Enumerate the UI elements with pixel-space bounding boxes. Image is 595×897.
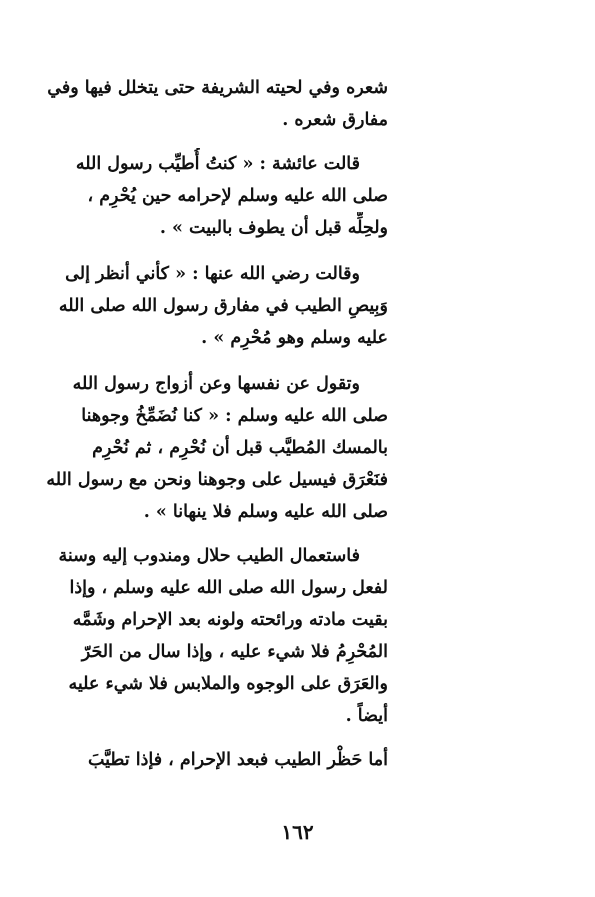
text-line: وقالت رضي الله عنها : « كأني أنظر إلى bbox=[65, 264, 360, 284]
text-line: شعره وفي لحيته الشريفة حتى يتخلل فيها وفي bbox=[47, 78, 388, 98]
text-line: أيضاً . bbox=[345, 706, 388, 726]
paragraph-4 bbox=[36, 368, 388, 528]
text-line: بقيت مادته ورائحته ولونه بعد الإحرام وشَمَّه bbox=[72, 610, 388, 630]
text-line: صلى الله عليه وسلم لإحرامه حين يُحْرِم ، bbox=[87, 186, 388, 206]
text-line: المُحْرِمُ فلا شيء عليه ، وإذا سال من الحَرّ bbox=[81, 642, 388, 662]
text-line: صلى الله عليه وسلم فلا ينهانا » . bbox=[143, 502, 388, 522]
text-line: وَبِيصِ الطيب في مفارق رسول الله صلى الله bbox=[58, 296, 388, 316]
text-line: والعَرَق على الوجوه والملابس فلا شيء عليه bbox=[68, 674, 388, 694]
text-line: ولحِلِّه قبل أن يطوف بالبيت » . bbox=[159, 218, 388, 238]
paragraph-1 bbox=[36, 72, 388, 136]
text-line: فنَعْرَق فيسيل على وجوهنا ونحن مع رسول الله bbox=[46, 470, 388, 490]
page-number: ١٦٢ bbox=[281, 820, 314, 844]
text-line: صلى الله عليه وسلم : « كنا نُضَمِّخُ وجوهنا bbox=[81, 406, 388, 426]
paragraph-5 bbox=[36, 540, 388, 732]
paragraph-3 bbox=[36, 258, 388, 354]
text-line: عليه وسلم وهو مُحْرِم » . bbox=[201, 328, 388, 348]
paragraph-6 bbox=[36, 744, 388, 776]
text-line: بالمسك المُطيَّب قبل أن نُحْرِم ، ثم نُحْرِم bbox=[92, 438, 388, 458]
text-line: مفارق شعره . bbox=[282, 110, 388, 130]
text-line: لفعل رسول الله صلى الله عليه وسلم ، وإذا bbox=[69, 578, 388, 598]
text-line: وتقول عن نفسها وعن أزواج رسول الله bbox=[72, 374, 360, 394]
paragraph-2 bbox=[36, 148, 388, 244]
text-line: أما حَظْر الطيب فبعد الإحرام ، فإذا تطيَّبَ bbox=[87, 750, 388, 770]
text-line: قالت عائشة : « كنتُ أُطيِّب رسول الله bbox=[75, 154, 360, 174]
text-line: فاستعمال الطيب حلال ومندوب إليه وسنة bbox=[58, 546, 360, 566]
